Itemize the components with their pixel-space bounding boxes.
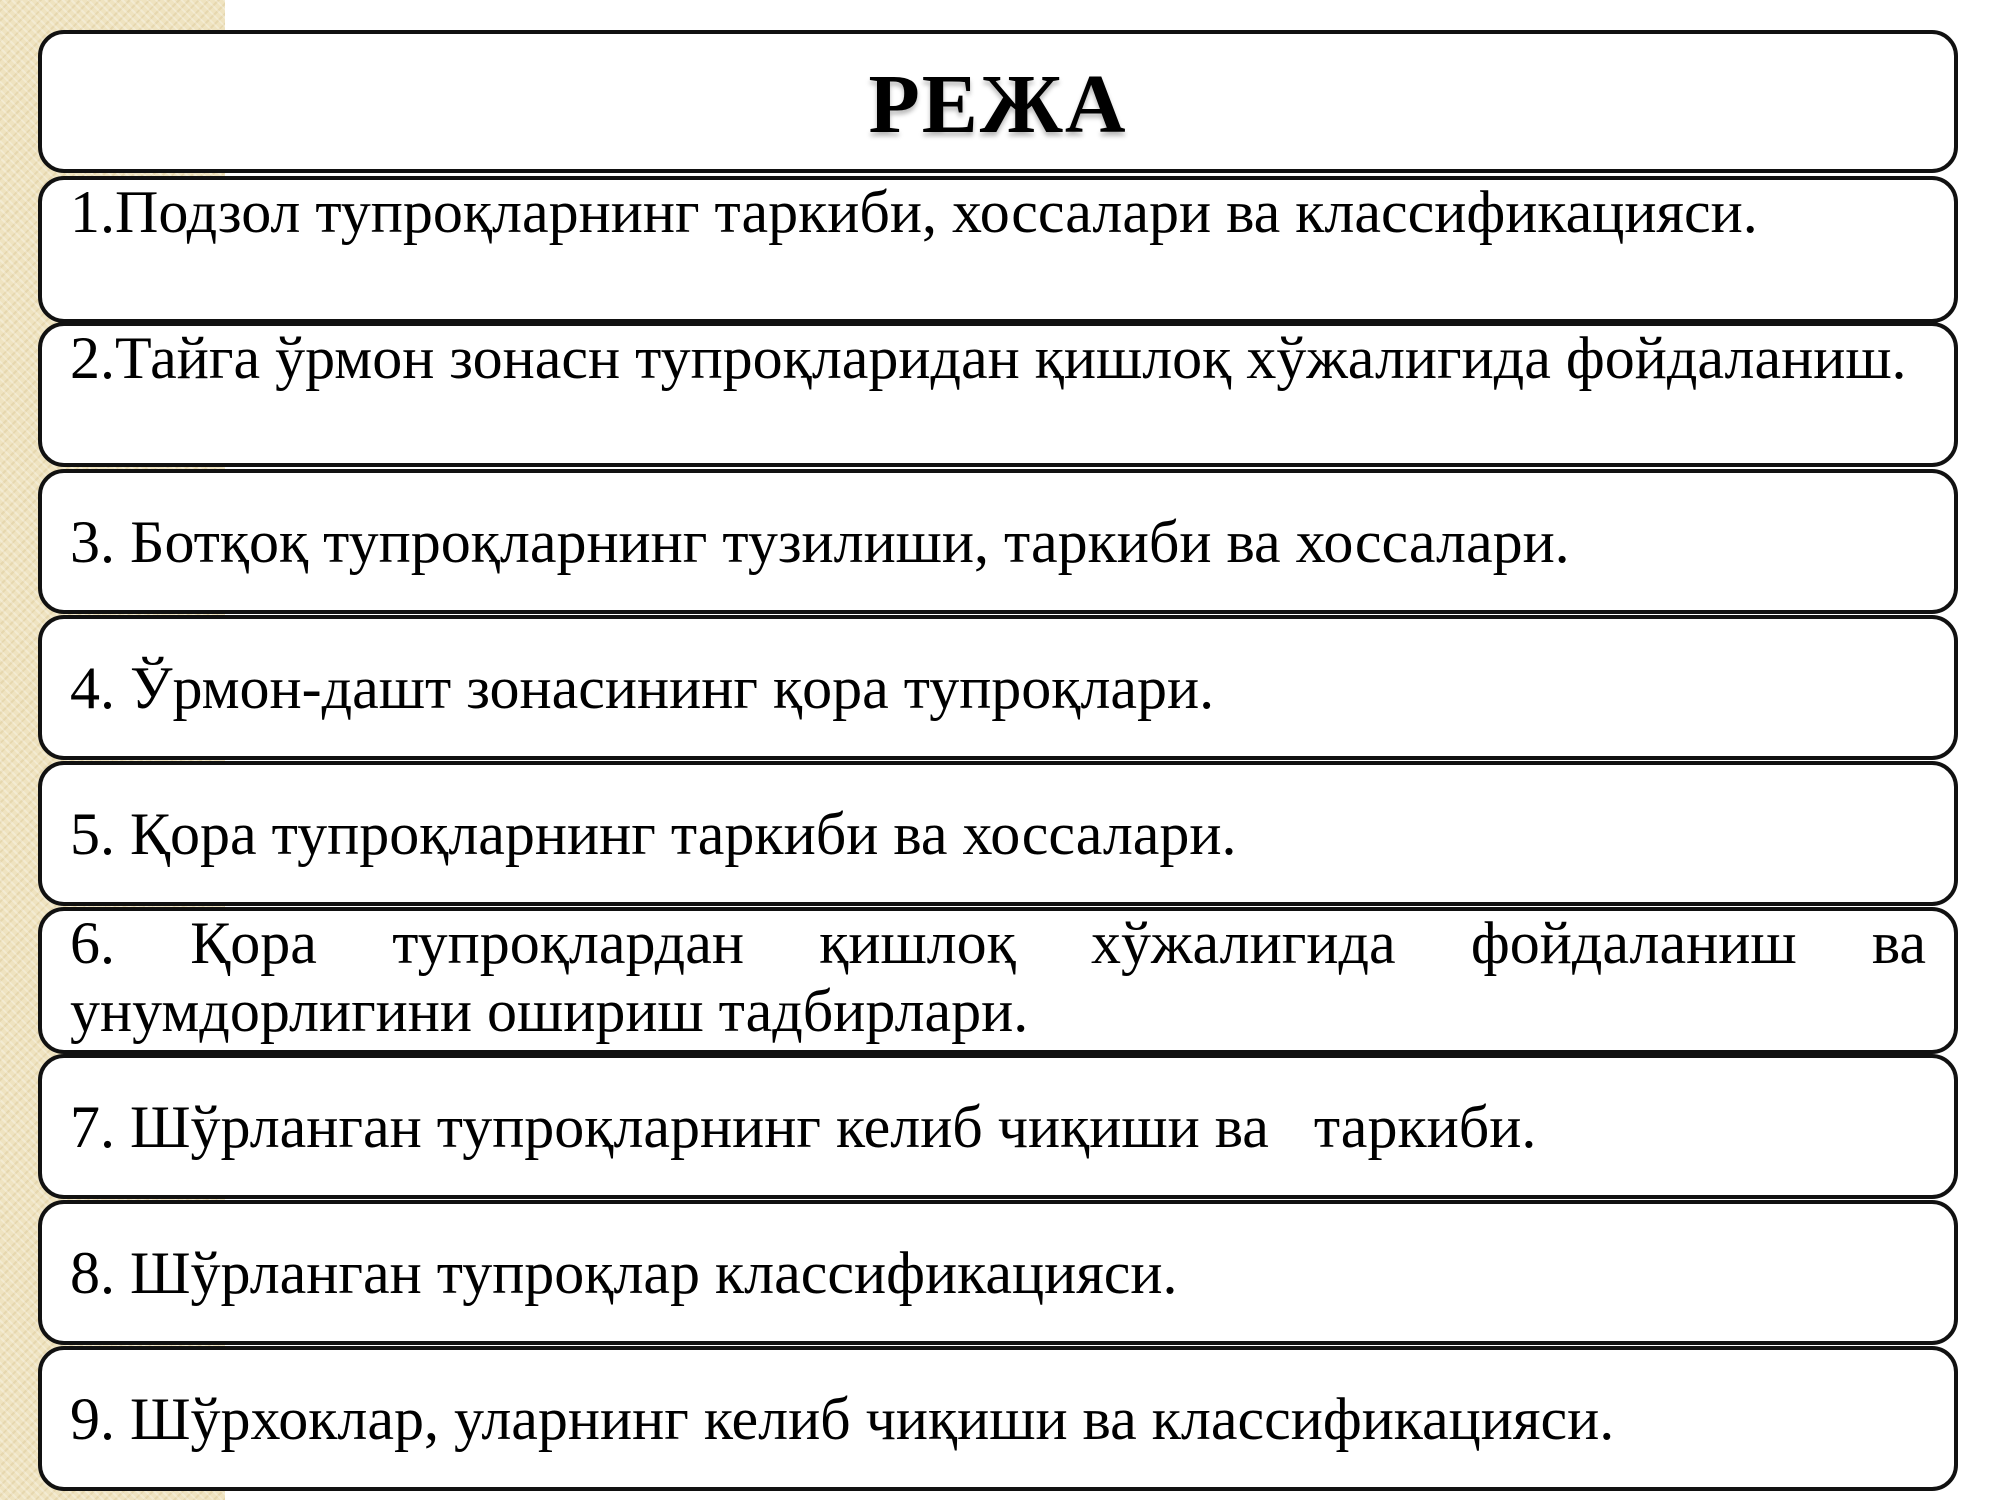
plan-item-1-box <box>38 176 1958 323</box>
plan-item-3-box <box>38 469 1958 614</box>
plan-item-8: 8. Шўрланган тупроқлар классификацияси. <box>70 1239 1178 1306</box>
title-box <box>38 30 1958 173</box>
plan-item-9: 9. Шўрхоклар, уларнинг келиб чиқиши ва классификацияси. <box>70 1385 1615 1452</box>
plan-item-3: 3. Ботқоқ тупроқларнинг тузилиши, таркиби ва хоссалари. <box>70 508 1570 575</box>
plan-item-7: 7. Шўрланган тупроқларнинг келиб чиқиши ва таркиби. <box>70 1093 1537 1160</box>
plan-item-5: 5. Қора тупроқларнинг таркиби ва хоссалари. <box>70 800 1237 867</box>
plan-item-4: 4. Ўрмон-дашт зонасининг қора тупроқлари. <box>70 654 1215 721</box>
plan-item-2-box <box>38 322 1958 467</box>
plan-item-6: 6. Қора тупроқлардан қишлоқ хўжалигида фойдаланиш ва унумдорлигини ошириш тадбирлари. <box>70 910 1926 1044</box>
plan-item-6-box <box>38 907 1958 1054</box>
slide-title: РЕЖА <box>868 58 1128 151</box>
plan-item-9-box <box>38 1346 1958 1491</box>
plan-item-4-box <box>38 615 1958 760</box>
plan-item-7-box <box>38 1054 1958 1199</box>
plan-slide <box>38 30 1958 1485</box>
plan-item-1: 1.Подзол тупроқларнинг таркиби, хоссалари ва классификацияси. <box>70 179 1758 245</box>
plan-item-5-box <box>38 761 1958 906</box>
plan-item-8-box <box>38 1200 1958 1345</box>
plan-item-2: 2.Тайга ўрмон зонасн тупроқларидан қишлоқ хўжалигида фойдаланиш. <box>70 325 1907 391</box>
